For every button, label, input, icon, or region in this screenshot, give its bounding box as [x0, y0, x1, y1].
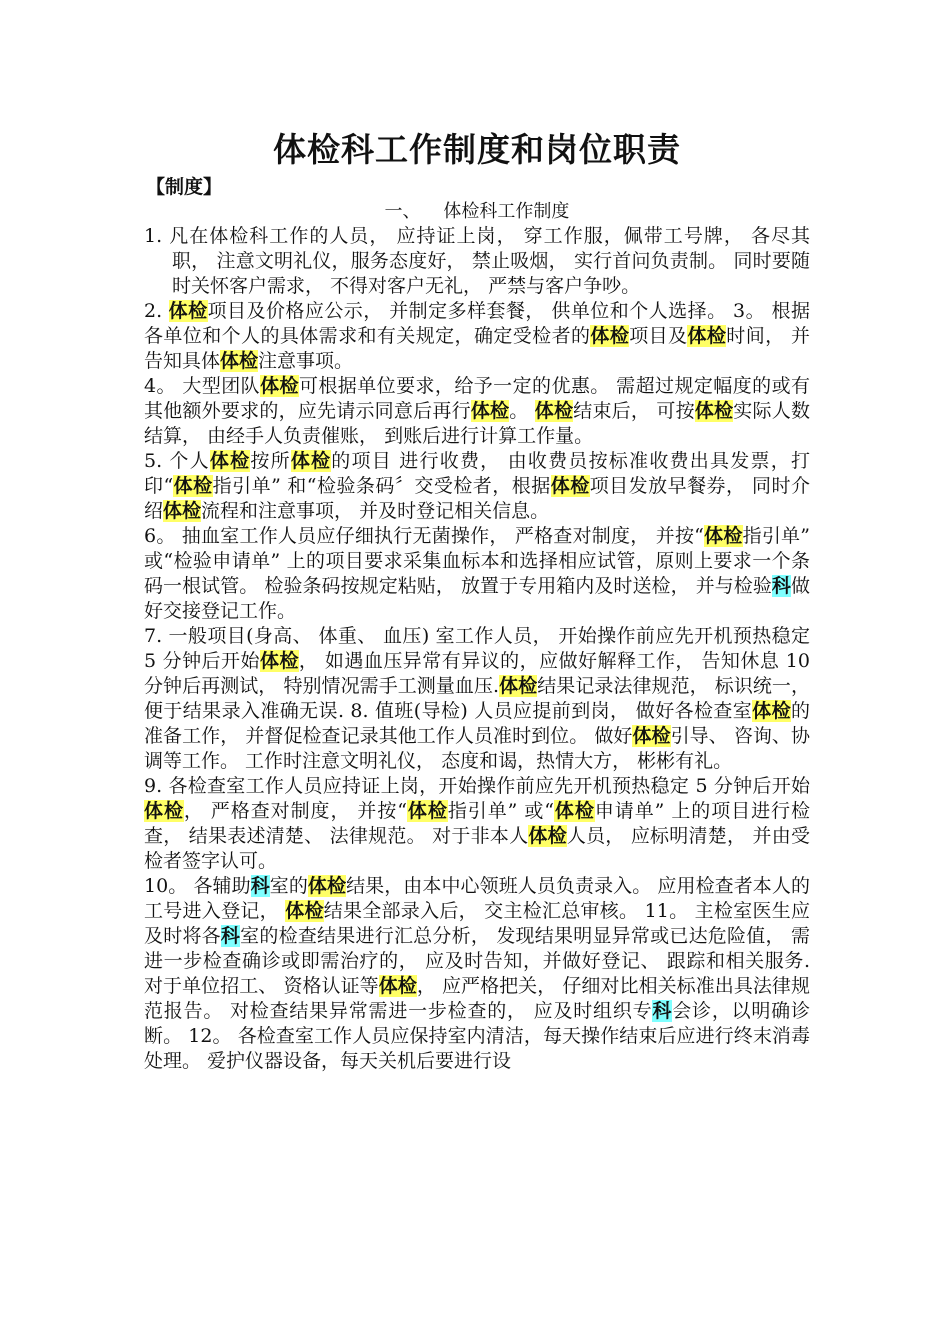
- paragraph: [144, 224, 810, 299]
- document-body: [144, 224, 810, 1074]
- paragraph-text: 指引单” 或“: [447, 800, 554, 822]
- highlighted-term: 体检: [163, 500, 202, 522]
- highlighted-term: 体检: [632, 725, 671, 747]
- highlighted-term: 体检: [220, 350, 259, 372]
- paragraph-text: 室的检查结果进行汇总分析， 发现结果明显异常或已达危险值， 需进一步检查确诊或即需治疗的， 应及时告知，并做好登记、 跟踪和相关服务. 对于单位招工、 资格认证等: [144, 925, 810, 997]
- highlighted-term: 体检: [378, 975, 417, 997]
- paragraph-text: 5. 个人: [144, 450, 210, 472]
- paragraph-text: 的项目 进行收费， 由收费员按标准收费出具发票，打印“: [144, 450, 810, 497]
- paragraph-text: 引导、 咨询、协调等工作。 工作时注意文明礼仪， 态度和谒，热情大方， 彬彬有礼。: [144, 725, 810, 772]
- highlighted-term: 体检: [307, 875, 347, 897]
- highlighted-term: 体检: [470, 400, 510, 422]
- highlighted-term: 科: [250, 875, 270, 897]
- highlighted-term: 体检: [703, 525, 743, 547]
- paragraph-text: 指引单” 或“检验申请单” 上的项目要求采集血标本和选择相应试管，原则上要求一个条码一根试管。 检验条码按规定粘贴， 放置于专用箱内及时送检， 并与检验: [144, 525, 810, 597]
- highlighted-term: 体检: [687, 325, 727, 347]
- paragraph-text: 结果，由本中心领班人员负责录入。 应用检查者本人的工号进入登记，: [144, 875, 810, 922]
- highlighted-term: 体检: [173, 475, 213, 497]
- paragraph-text: 实际人数结算， 由经手人负责催账， 到账后进行计算工作量。: [144, 400, 810, 447]
- highlighted-term: 体检: [553, 800, 595, 822]
- highlighted-term: 科: [771, 575, 791, 597]
- document-title: 体检科工作制度和岗位职责: [273, 130, 681, 169]
- paragraph-text: ， 应严格把关， 仔细对比相关标准出具法律规范报告。 对检查结果异常需进一步检查的， 应及时组织专: [144, 975, 810, 1022]
- paragraph-text: 时间， 并告知具体: [144, 325, 810, 372]
- paragraph-text: 做好交接登记工作。: [144, 575, 810, 622]
- highlighted-term: 体检: [144, 800, 184, 822]
- paragraph-text: 结果全部录入后， 交主检汇总审核。 11。 主检室医生应及时将各: [144, 900, 810, 947]
- paragraph-text: 项目及: [629, 325, 688, 347]
- highlighted-term: 体检: [209, 450, 251, 472]
- paragraph-text: 会诊，以明确诊断。 12。 各检查室工作人员应保持室内清洁，每天操作结束后应进行终末消毒处理。 爱护仪器设备，每天关机后要进行设: [144, 1000, 810, 1072]
- highlighted-term: 科: [652, 1000, 673, 1022]
- paragraph-text: 注意事项。: [258, 350, 354, 372]
- paragraph-text: 10。 各辅助: [144, 875, 251, 897]
- highlighted-term: 体检: [259, 650, 299, 672]
- paragraph-text: 7. 一般项目(身高、 体重、 血压) 室工作人员， 开始操作前应先开机预热稳定 5 分钟后开始: [144, 625, 810, 672]
- highlighted-term: 体检: [260, 375, 299, 397]
- highlighted-term: 体检: [590, 325, 630, 347]
- paragraph-text: 人员， 应标明清楚， 并由受检者签字认可。: [144, 825, 810, 872]
- paragraph-text: 可根据单位要求，给予一定的优惠。 需超过规定幅度的或有其他额外要求的，应先请示同意后再行: [144, 375, 810, 422]
- paragraph-text: 流程和注意事项， 并及时登记相关信息。: [201, 500, 550, 522]
- highlighted-term: 体检: [290, 450, 332, 472]
- paragraph: [144, 449, 810, 524]
- highlighted-term: 体检: [752, 700, 791, 722]
- paragraph: [144, 524, 810, 624]
- highlighted-term: 体检: [285, 900, 324, 922]
- paragraph-text: 2.: [144, 300, 169, 322]
- paragraph-text: 指引单” 和“检验条码〞交受检者，根据: [212, 475, 551, 497]
- paragraph: [144, 299, 810, 374]
- paragraph: [144, 624, 810, 774]
- paragraph: [144, 774, 810, 874]
- paragraph-text: 1. 凡在体检科工作的人员， 应持证上岗， 穿工作服，佩带工号牌， 各尽其职， 注意文明礼仪，服务态度好， 禁止吸烟， 实行首问负责制。 同时要随时关怀客户需求， 不得对客户无礼， 严禁与客户争吵。: [144, 225, 810, 297]
- highlighted-term: 体检: [168, 300, 208, 322]
- paragraph-text: 。: [509, 400, 535, 422]
- paragraph-text: 按所: [250, 450, 291, 472]
- paragraph: [144, 374, 810, 449]
- paragraph-text: 6。 抽血室工作人员应仔细执行无菌操作， 严格查对制度， 并按“: [144, 525, 704, 547]
- paragraph-text: 项目发放早餐券， 同时介绍: [144, 475, 810, 522]
- paragraph-text: 4。 大型团队: [144, 375, 261, 397]
- highlighted-term: 体检: [534, 400, 574, 422]
- paragraph-text: 室的: [269, 875, 308, 897]
- highlighted-term: 体检: [550, 475, 590, 497]
- paragraph-text: 申请单” 上的项目进行检查， 结果表述清楚、 法律规范。 对于非本人: [144, 800, 810, 847]
- paragraph-text: ， 如遇血压异常有异议的，应做好解释工作， 告知休息 10 分钟后再测试， 特别情况需手工测量血压.: [144, 650, 810, 697]
- paragraph-text: 结束后， 可按: [573, 400, 695, 422]
- highlighted-term: 体检: [499, 675, 538, 697]
- highlighted-term: 体检: [406, 800, 448, 822]
- highlighted-term: 科: [220, 925, 241, 947]
- section-label: 【制度】: [146, 176, 223, 198]
- paragraph-text: 的准备工作， 并督促检查记录其他工作人员准时到位。 做好: [144, 700, 810, 747]
- highlighted-term: 体检: [694, 400, 734, 422]
- highlighted-term: 体检: [528, 825, 567, 847]
- paragraph: [144, 874, 810, 1074]
- subheading: 一、 体检科工作制度: [384, 201, 570, 222]
- paragraph-text: 项目及价格应公示， 并制定多样套餐， 供单位和个人选择。 3。 根据各单位和个人的具体需求和有关规定，确定受检者的: [144, 300, 810, 347]
- paragraph-text: 9. 各检查室工作人员应持证上岗，开始操作前应先开机预热稳定 5 分钟后开始: [144, 775, 810, 797]
- paragraph-text: 结果记录法律规范， 标识统一， 便于结果录入准确无误. 8. 值班(导检) 人员应提前到岗， 做好各检查室: [144, 675, 810, 722]
- paragraph-text: ， 严格查对制度， 并按“: [183, 800, 407, 822]
